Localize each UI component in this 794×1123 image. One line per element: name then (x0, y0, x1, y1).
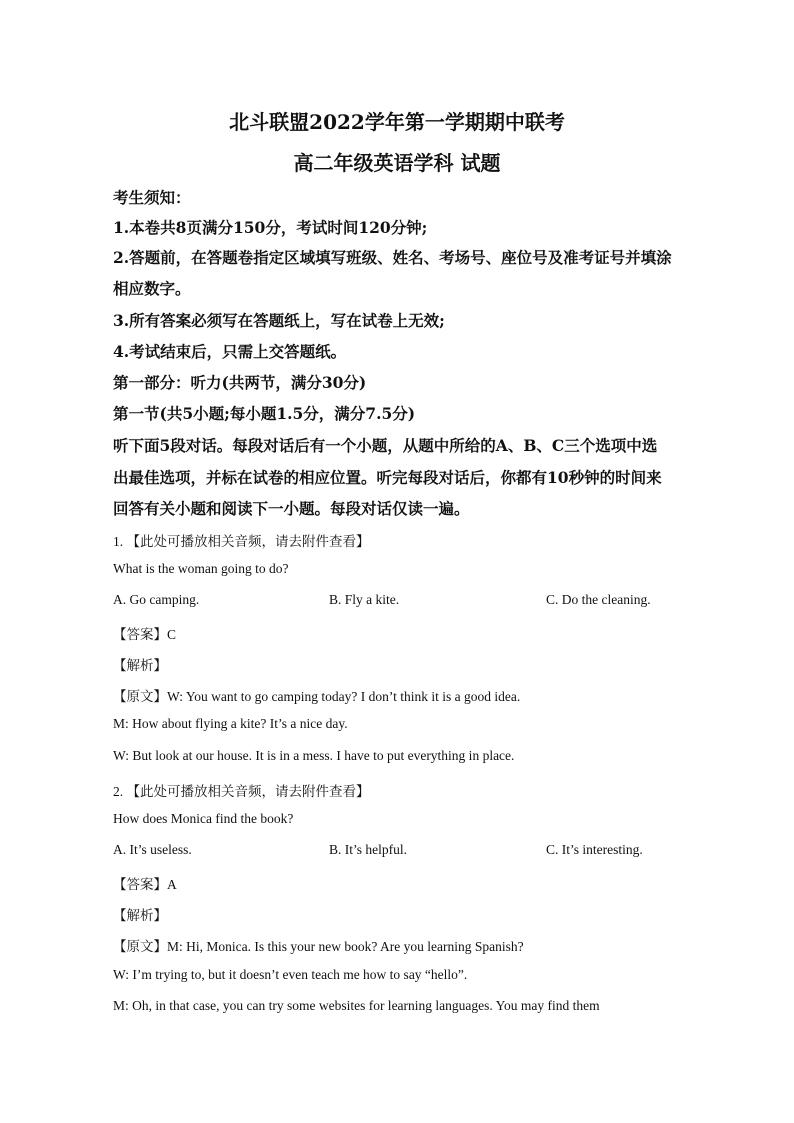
option-b: B. It’s helpful. (329, 842, 407, 857)
notice-heading: 考生须知： (113, 188, 191, 207)
option-c: C. It’s interesting. (546, 842, 643, 857)
analysis-label: 【解析】 (113, 658, 167, 673)
transcript-line: 【原文】M: Hi, Monica. Is this your new book? Are you learning Spanish? (113, 939, 524, 954)
question-text: What is the woman going to do? (113, 561, 289, 576)
transcript-line: M: Oh, in that case, you can try some websites for learning languages. You may find them (113, 998, 600, 1013)
transcript-line: 【原文】W: You want to go camping today? I don’t think it is a good idea. (113, 689, 521, 704)
notice-item: 1.本卷共8页满分150分，考试时间120分钟; (113, 218, 428, 237)
part-heading: 第一部分：听力(共两节，满分30分) (113, 373, 367, 392)
instruction-line: 出最佳选项，并标在试卷的相应位置。听完每段对话后，你都有10秒钟的时间来 (113, 468, 662, 487)
question-number: 2. 【此处可播放相关音频，请去附件查看】 (113, 784, 370, 799)
notice-item: 3.所有答案必须写在答题纸上，写在试卷上无效; (113, 311, 445, 330)
transcript-line: W: I’m trying to, but it doesn’t even teach me how to say “hello”. (113, 967, 468, 982)
option-a: A. It’s useless. (113, 842, 192, 857)
option-c: C. Do the cleaning. (546, 592, 651, 607)
section-heading: 第一节(共5小题;每小题1.5分，满分7.5分) (113, 404, 416, 423)
answer-label: 【答案】A (113, 877, 177, 892)
exam-subtitle: 高二年级英语学科 试题 (293, 151, 501, 175)
answer-label: 【答案】C (113, 627, 177, 642)
notice-item: 相应数字。 (113, 279, 191, 298)
instruction-line: 听下面5段对话。每段对话后有一个小题，从题中所给的A、B、C三个选项中选 (113, 436, 658, 455)
analysis-label: 【解析】 (113, 908, 167, 923)
instruction-line: 回答有关小题和阅读下一小题。每段对话仅读一遍。 (113, 499, 470, 518)
transcript-line: W: But look at our house. It is in a mess. I have to put everything in place. (113, 748, 515, 763)
transcript-line: M: How about flying a kite? It’s a nice day. (113, 716, 348, 731)
question-text: How does Monica find the book? (113, 811, 294, 826)
option-b: B. Fly a kite. (329, 592, 400, 607)
exam-title: 北斗联盟2022学年第一学期期中联考 (229, 110, 565, 134)
question-number: 1. 【此处可播放相关音频，请去附件查看】 (113, 534, 370, 549)
option-a: A. Go camping. (113, 592, 200, 607)
notice-item: 4.考试结束后，只需上交答题纸。 (113, 342, 347, 361)
notice-item: 2.答题前，在答题卷指定区域填写班级、姓名、考场号、座位号及准考证号并填涂 (113, 248, 672, 267)
